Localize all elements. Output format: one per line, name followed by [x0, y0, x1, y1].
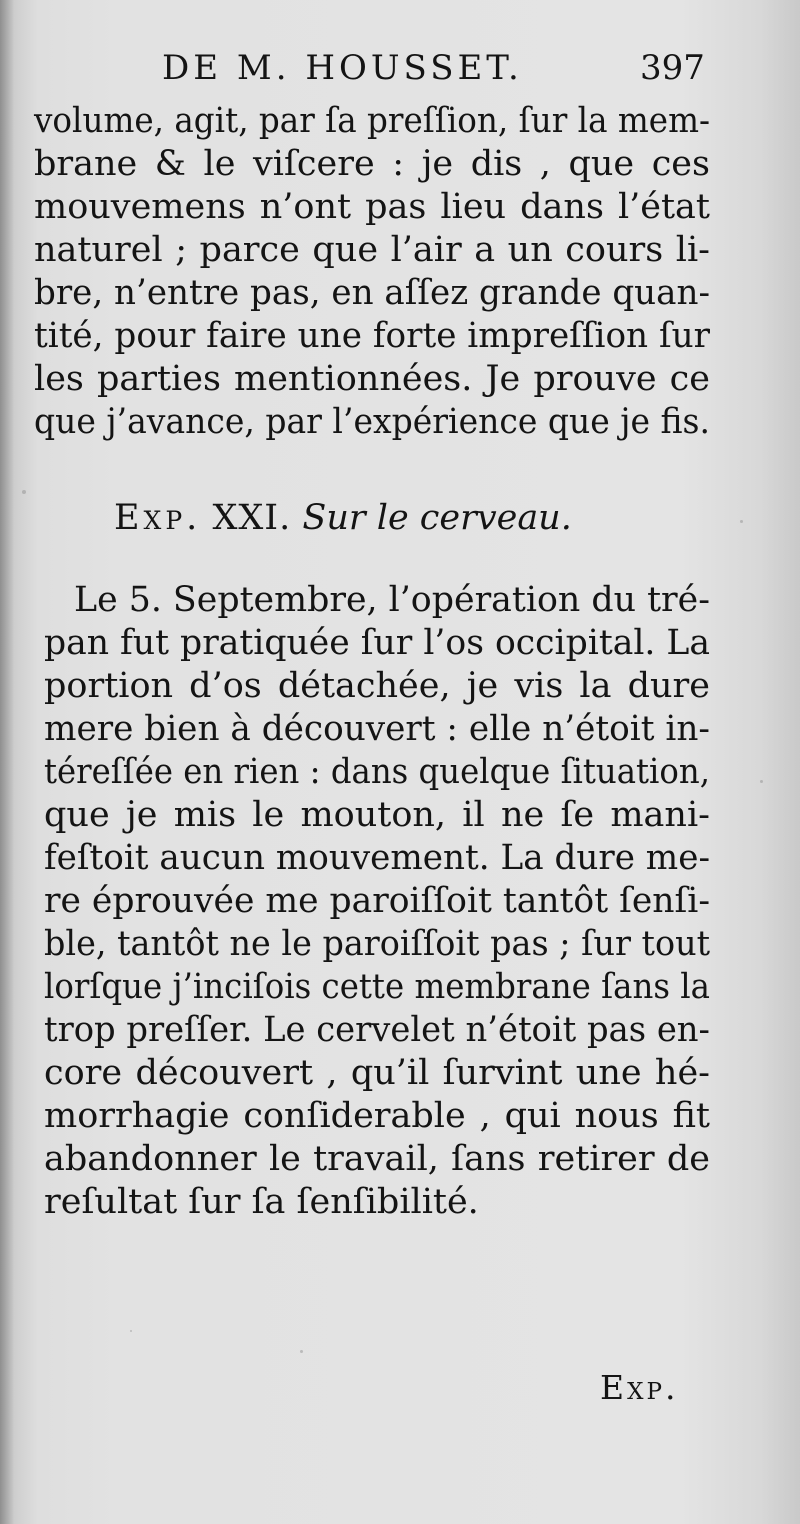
text-line: que j’avance, par l’expérience que je fis. [34, 402, 710, 442]
text-line: mouvemens n’ont pas lieu dans l’état [34, 187, 710, 227]
paper-speck [740, 520, 743, 523]
text-line: ble, tantôt ne le paroiſſoit pas ; ſur tout [44, 924, 711, 964]
section-heading-label: Exp. [114, 498, 202, 538]
text-line: les parties mentionnées. Je prouve ce [34, 359, 710, 399]
binding-shadow [0, 0, 14, 1524]
text-line: reſultat ſur ſa ſenſibilité. [44, 1182, 479, 1222]
paper-speck [300, 1350, 303, 1353]
text-line: feſtoit aucun mouvement. La dure me- [44, 838, 711, 878]
text-line: core découvert , qu’il ſurvint une hé- [44, 1053, 711, 1093]
paper-speck [130, 1330, 132, 1332]
section-heading-title: Sur le cerveau. [302, 498, 572, 538]
text-line: que je mis le mouton, il ne ſe mani- [44, 795, 710, 835]
text-line: portion d’os détachée, je vis la dure [44, 666, 710, 706]
text-line: mere bien à découvert : elle n’étoit in- [44, 709, 711, 749]
running-head [0, 44, 800, 100]
text-line: abandonner le travail, ſans retirer de [44, 1139, 711, 1179]
text-line: bre, n’entre pas, en aſſez grande quan- [34, 273, 711, 313]
text-line: re éprouvée me paroiſſoit tantôt ſenſi- [44, 881, 711, 921]
page-number: 397 [640, 48, 705, 88]
text-line: lorſque j’inciſois cette membrane ſans la [44, 967, 710, 1007]
catchword: Exp. [600, 1368, 679, 1407]
paper-speck [760, 780, 763, 783]
section-heading-number: XXI. [212, 498, 292, 538]
text-line: Le 5. Septembre, l’opération du tré- [74, 580, 710, 620]
text-line: trop preſſer. Le cervelet n’étoit pas en- [44, 1010, 710, 1050]
paper-speck [22, 490, 26, 494]
running-head-title: DE M. HOUSSET. [162, 48, 523, 88]
section-heading [114, 495, 572, 541]
text-line: morrhagie conſiderable , qui nous fit [44, 1096, 711, 1136]
text-line: téreſſée en rien : dans quelque ſituation, [44, 752, 710, 792]
text-line: volume, agit, par ſa preſſion, ſur la mem- [34, 101, 710, 141]
text-line: pan fut pratiquée ſur l’os occipital. La [44, 623, 711, 663]
text-line: brane & le viſcere : je dis , que ces [34, 144, 710, 184]
text-line: naturel ; parce que l’air a un cours li- [34, 230, 710, 270]
text-line: tité, pour faire une forte impreſſion ſur [34, 316, 711, 356]
